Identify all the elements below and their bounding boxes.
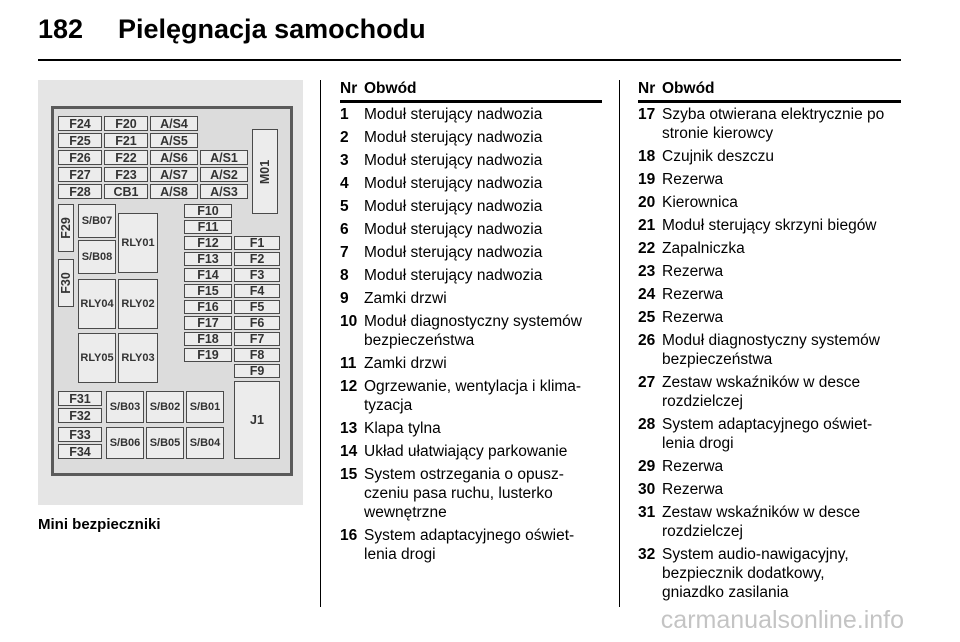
fuse-sb08	[78, 240, 116, 274]
fuse-label: J1	[250, 413, 264, 427]
fuse-f7	[234, 332, 280, 346]
circuit-description	[364, 243, 542, 262]
fuse-label: A/S5	[160, 133, 188, 148]
fuse-label: CB1	[113, 184, 139, 199]
circuit-description	[662, 503, 860, 541]
fuse-number: 26	[638, 332, 656, 349]
fuse-as7	[150, 167, 198, 182]
fuse-number: 1	[340, 106, 349, 123]
fuse-f16	[184, 300, 232, 314]
fuse-label: S/B07	[81, 215, 113, 227]
fuse-number: 28	[638, 416, 656, 433]
fuse-label: F22	[115, 150, 137, 165]
table-header-rule	[340, 100, 602, 103]
circuit-line: Zamki drzwi	[364, 290, 447, 307]
circuit-line: Moduł sterujący skrzyni biegów	[662, 217, 877, 234]
fuse-label: F14	[197, 268, 219, 282]
fuse-label: S/B06	[109, 437, 141, 449]
fuse-label: F33	[69, 427, 91, 442]
fuse-f32	[58, 408, 102, 423]
fuse-number: 9	[340, 290, 349, 307]
circuit-line: Moduł diagnostyczny systemów	[662, 332, 880, 349]
fuse-f30	[58, 259, 74, 307]
fuse-label: F21	[115, 133, 137, 148]
circuit-line: Moduł sterujący nadwozia	[364, 267, 543, 284]
circuit-description	[364, 442, 567, 461]
circuit-description	[662, 170, 723, 189]
fuse-label: M01	[258, 159, 273, 184]
fuse-label: A/S6	[160, 150, 188, 165]
circuit-line: Szyba otwierana elektrycznie po	[662, 106, 885, 123]
circuit-description	[662, 105, 884, 143]
circuit-line: Rezerwa	[662, 309, 724, 326]
circuit-line: Moduł sterujący nadwozia	[364, 198, 543, 215]
fuse-cb1	[104, 184, 148, 199]
fuse-sb01	[186, 391, 224, 423]
circuit-line: Zapalniczka	[662, 240, 745, 257]
fuse-as4	[150, 116, 198, 131]
circuit-description	[364, 105, 542, 124]
fuse-as2	[200, 167, 248, 182]
fuse-label: RLY03	[121, 352, 155, 364]
fuse-f31	[58, 391, 102, 406]
fuse-f5	[234, 300, 280, 314]
fuse-label: F4	[249, 284, 265, 298]
fuse-number: 13	[340, 420, 358, 437]
circuit-description	[364, 526, 574, 564]
fuse-label: F11	[197, 220, 219, 234]
fuse-sb04	[186, 427, 224, 459]
fuse-f6	[234, 316, 280, 330]
circuit-description	[662, 331, 880, 369]
fuse-label: F16	[197, 300, 219, 314]
fuse-f22	[104, 150, 148, 165]
circuit-description	[662, 373, 860, 411]
fuse-label: RLY04	[80, 298, 114, 310]
circuit-description	[662, 457, 723, 476]
fuse-m01	[252, 129, 278, 214]
circuit-line: bezpieczeństwa	[364, 332, 475, 349]
circuit-line: Rezerwa	[662, 263, 724, 280]
fuse-label: RLY01	[121, 237, 155, 249]
fuse-number: 3	[340, 152, 349, 169]
fuse-number: 27	[638, 374, 656, 391]
fuse-f9	[234, 364, 280, 378]
circuit-line: Czujnik deszczu	[662, 148, 774, 165]
fuse-label: F5	[249, 300, 265, 314]
fuse-f19	[184, 348, 232, 362]
fuse-number: 15	[340, 466, 358, 483]
fuse-label: F18	[197, 332, 219, 346]
fuse-label: F10	[197, 204, 219, 218]
circuit-description	[364, 312, 582, 350]
circuit-description	[364, 354, 447, 373]
fuse-rly03	[118, 333, 158, 383]
watermark: carmanualsonline.info	[660, 606, 904, 634]
fuse-number: 2	[340, 129, 349, 146]
circuit-line: Zamki drzwi	[364, 355, 447, 372]
fuse-number: 4	[340, 175, 349, 192]
fuse-label: A/S1	[210, 150, 238, 165]
fuse-label: A/S4	[160, 116, 188, 131]
fuse-f21	[104, 133, 148, 148]
fuse-label: F13	[197, 252, 219, 266]
fuse-number: 25	[638, 309, 656, 326]
circuit-description	[662, 308, 723, 327]
circuit-description	[662, 147, 774, 166]
circuit-line: Moduł sterujący nadwozia	[364, 152, 543, 169]
fuse-f34	[58, 444, 102, 459]
fuse-f29	[58, 204, 74, 252]
fuse-number: 20	[638, 194, 656, 211]
circuit-description	[364, 220, 542, 239]
fuse-label: F34	[69, 444, 91, 459]
fuse-f15	[184, 284, 232, 298]
circuit-line: rozdzielczej	[662, 393, 743, 410]
circuit-line: lenia drogi	[364, 546, 436, 563]
fuse-label: F23	[115, 167, 137, 182]
fuse-f1	[234, 236, 280, 250]
fuse-label: A/S7	[160, 167, 188, 182]
circuit-line: stronie kierowcy	[662, 125, 774, 142]
circuit-description	[662, 239, 745, 258]
circuit-line: Moduł diagnostyczny systemów	[364, 313, 582, 330]
fuse-label: A/S2	[210, 167, 238, 182]
circuit-description	[364, 465, 564, 522]
circuit-line: gniazdko zasilania	[662, 584, 789, 601]
fuse-f10	[184, 204, 232, 218]
fuse-number: 16	[340, 527, 358, 544]
fuse-f3	[234, 268, 280, 282]
fuse-f27	[58, 167, 102, 182]
circuit-description	[364, 377, 581, 415]
fuse-number: 21	[638, 217, 656, 234]
circuit-line: Zestaw wskaźników w desce	[662, 504, 861, 521]
fuse-label: F19	[197, 348, 219, 362]
fuse-number: 23	[638, 263, 656, 280]
fuse-label: F20	[115, 116, 137, 131]
circuit-line: Klapa tylna	[364, 420, 441, 437]
fuse-rly02	[118, 279, 158, 329]
fuse-label: S/B02	[149, 401, 181, 413]
circuit-line: Moduł sterujący nadwozia	[364, 244, 543, 261]
circuit-line: Rezerwa	[662, 171, 724, 188]
table-header-nr: Nr	[638, 80, 656, 97]
fuse-number: 31	[638, 504, 656, 521]
fuse-number: 32	[638, 546, 656, 563]
fuse-label: F9	[249, 364, 265, 378]
fuse-label: F32	[69, 408, 91, 423]
fuse-number: 12	[340, 378, 358, 395]
circuit-line: Moduł sterujący nadwozia	[364, 221, 543, 238]
fuse-f12	[184, 236, 232, 250]
fuse-f14	[184, 268, 232, 282]
circuit-line: czeniu pasa ruchu, lusterko	[364, 485, 553, 502]
fuse-f23	[104, 167, 148, 182]
circuit-line: Rezerwa	[662, 458, 724, 475]
fuse-rly04	[78, 279, 116, 329]
fuse-f20	[104, 116, 148, 131]
fuse-f24	[58, 116, 102, 131]
fuse-number: 10	[340, 313, 358, 330]
fuse-number: 29	[638, 458, 656, 475]
fuse-label: F2	[249, 252, 265, 266]
fuse-label: F12	[197, 236, 219, 250]
fuse-label: S/B04	[189, 437, 221, 449]
fuse-sb02	[146, 391, 184, 423]
circuit-line: System ostrzegania o opusz-	[364, 466, 564, 483]
fuse-label: F24	[69, 116, 91, 131]
fuse-number: 14	[340, 443, 358, 460]
circuit-line: System adaptacyjnego oświet-	[364, 527, 575, 544]
fuse-sb07	[78, 204, 116, 238]
fuse-label: RLY02	[121, 298, 155, 310]
circuit-line: rozdzielczej	[662, 523, 743, 540]
fuse-label: S/B05	[149, 437, 181, 449]
fuse-f17	[184, 316, 232, 330]
circuit-line: bezpiecznik dodatkowy,	[662, 565, 825, 582]
fuse-label: F3	[249, 268, 265, 282]
fuse-label: F31	[69, 391, 91, 406]
fuse-label: F1	[249, 236, 265, 250]
fuse-f25	[58, 133, 102, 148]
fuse-label: F25	[69, 133, 91, 148]
circuit-description	[662, 480, 723, 499]
table-header-rule	[638, 100, 901, 103]
fuse-label: S/B01	[189, 401, 221, 413]
circuit-line: Rezerwa	[662, 481, 724, 498]
circuit-line: Moduł sterujący nadwozia	[364, 129, 543, 146]
circuit-description	[662, 193, 738, 212]
fuse-board	[51, 106, 293, 476]
fuse-label: F28	[69, 184, 91, 199]
fuse-label: S/B08	[81, 251, 113, 263]
fuse-label: F6	[249, 316, 265, 330]
fuse-label: F17	[197, 316, 219, 330]
circuit-line: System adaptacyjnego oświet-	[662, 416, 873, 433]
fuse-f33	[58, 427, 102, 442]
fuse-sb03	[106, 391, 144, 423]
fuse-label: S/B03	[109, 401, 141, 413]
circuit-description	[364, 266, 542, 285]
fuse-sb05	[146, 427, 184, 459]
page-number: 182	[38, 14, 84, 44]
circuit-line: tyzacja	[364, 397, 413, 414]
circuit-description	[364, 128, 542, 147]
fuse-j1	[234, 381, 280, 459]
fuse-f18	[184, 332, 232, 346]
fuse-number: 17	[638, 106, 656, 123]
circuit-description	[662, 545, 849, 602]
fuse-number: 7	[340, 244, 349, 261]
table-header-nr: Nr	[340, 80, 358, 97]
circuit-description	[364, 151, 542, 170]
fuse-number: 6	[340, 221, 349, 238]
fuse-as3	[200, 184, 248, 199]
circuit-line: Moduł sterujący nadwozia	[364, 175, 543, 192]
fuse-sb06	[106, 427, 144, 459]
fuse-number: 11	[340, 355, 357, 372]
circuit-line: Zestaw wskaźników w desce	[662, 374, 861, 391]
fuse-number: 22	[638, 240, 656, 257]
fuse-number: 5	[340, 198, 349, 215]
fuse-f8	[234, 348, 280, 362]
circuit-description	[662, 285, 723, 304]
fuse-label: F29	[59, 217, 74, 239]
fuse-label: F8	[249, 348, 265, 362]
circuit-line: System audio-nawigacyjny,	[662, 546, 849, 563]
fuse-number: 24	[638, 286, 656, 303]
table-header-circuit: Obwód	[662, 80, 715, 97]
fuse-as8	[150, 184, 198, 199]
fuse-label: F30	[59, 272, 74, 294]
column-divider-left	[320, 80, 321, 607]
fuse-rly05	[78, 333, 116, 383]
fuse-rly01	[118, 213, 158, 273]
fuse-as5	[150, 133, 198, 148]
fuse-f2	[234, 252, 280, 266]
fuse-f26	[58, 150, 102, 165]
fuse-f28	[58, 184, 102, 199]
fuse-f4	[234, 284, 280, 298]
circuit-line: Rezerwa	[662, 286, 724, 303]
fuse-label: F27	[69, 167, 91, 182]
fuse-label: A/S8	[160, 184, 188, 199]
fuse-label: F7	[249, 332, 265, 346]
fuse-number: 18	[638, 148, 656, 165]
circuit-line: lenia drogi	[662, 435, 734, 452]
fuse-f13	[184, 252, 232, 266]
fuse-number: 8	[340, 267, 349, 284]
page-title: Pielęgnacja samochodu	[118, 14, 426, 44]
circuit-description	[662, 216, 877, 235]
fuse-number: 30	[638, 481, 656, 498]
circuit-line: Układ ułatwiający parkowanie	[364, 443, 568, 460]
circuit-description	[364, 289, 447, 308]
column-divider-right	[619, 80, 620, 607]
fuse-number: 19	[638, 171, 656, 188]
fuse-as1	[200, 150, 248, 165]
circuit-description	[364, 174, 542, 193]
circuit-description	[662, 415, 872, 453]
fuse-label: A/S3	[210, 184, 238, 199]
fuse-label: F15	[197, 284, 219, 298]
header-rule	[38, 59, 901, 61]
fuse-label: RLY05	[80, 352, 114, 364]
circuit-description	[662, 262, 723, 281]
fuse-label: F26	[69, 150, 91, 165]
fuse-box-diagram	[38, 80, 303, 505]
circuit-description	[364, 419, 441, 438]
circuit-line: Ogrzewanie, wentylacja i klima-	[364, 378, 582, 395]
circuit-line: Moduł sterujący nadwozia	[364, 106, 543, 123]
circuit-line: wewnętrzne	[364, 504, 447, 521]
diagram-caption: Mini bezpieczniki	[38, 516, 161, 533]
circuit-description	[364, 197, 542, 216]
fuse-f11	[184, 220, 232, 234]
circuit-line: Kierownica	[662, 194, 738, 211]
fuse-as6	[150, 150, 198, 165]
table-header-circuit: Obwód	[364, 80, 417, 97]
circuit-line: bezpieczeństwa	[662, 351, 773, 368]
